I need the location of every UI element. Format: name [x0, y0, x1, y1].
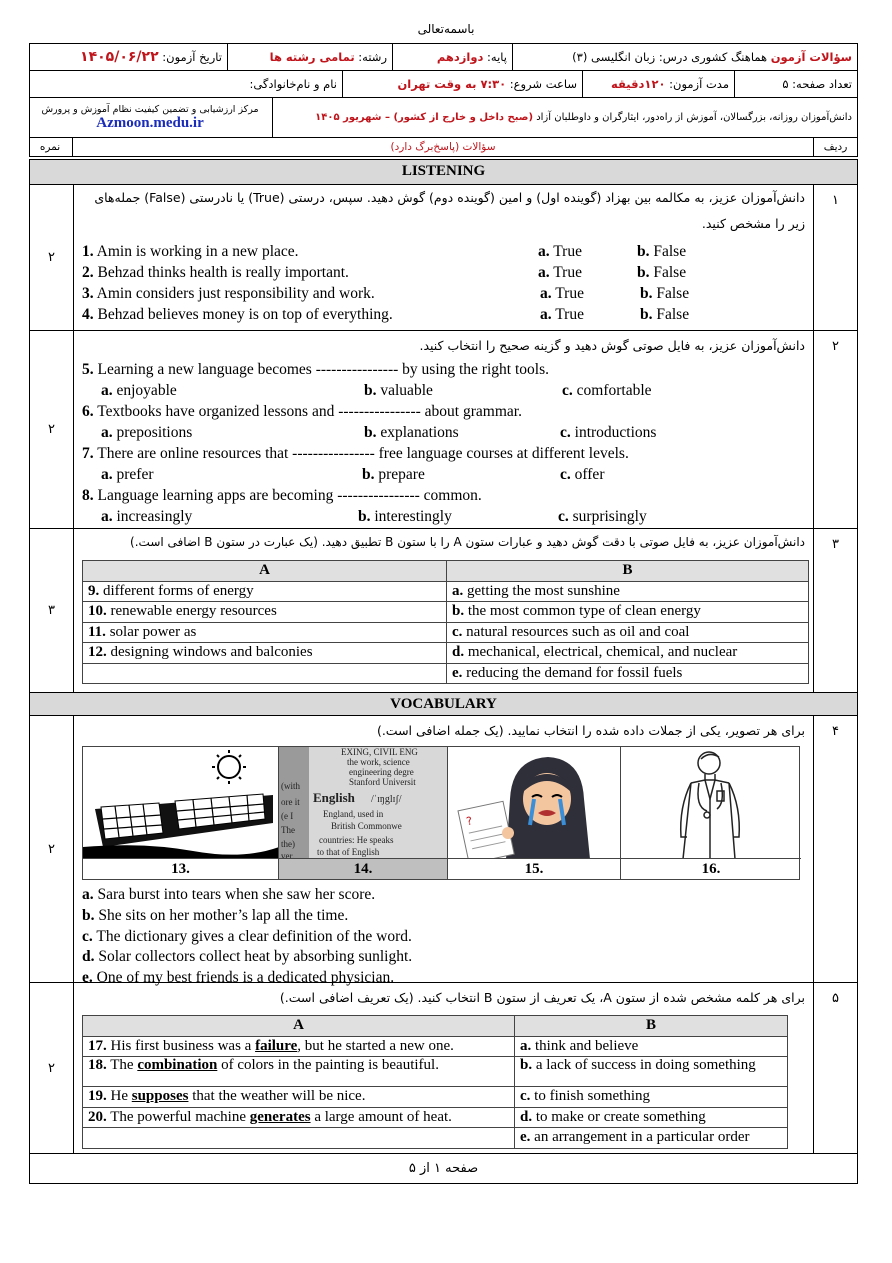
question-3 [30, 529, 857, 693]
exam-title: سؤالات آزمون [770, 50, 852, 64]
header-row-2 [30, 71, 857, 98]
table-row [83, 1107, 788, 1128]
column-a-header: A [83, 561, 447, 582]
dictionary-left-word: (with [281, 781, 300, 791]
question-number: ۴ [813, 716, 857, 982]
table-row [83, 1087, 788, 1108]
column-b-cell: e. an arrangement in a particular order [515, 1128, 788, 1149]
option-b[interactable]: b. valuable [364, 382, 433, 399]
sentence-b[interactable]: b. She sits on her mother’s lap all the time. [82, 907, 349, 924]
column-a-cell: 18. The combination of colors in the painting is beautiful. [83, 1057, 515, 1087]
option-true[interactable]: a. True [540, 285, 584, 302]
duration-value: ۱۲۰دقیقه [611, 77, 666, 91]
column-b-cell: e. reducing the demand for fossil fuels [447, 663, 809, 684]
column-a-cell: 12. designing windows and balconies [83, 643, 447, 664]
date-value: ۱۴۰۵/۰۶/۲۲ [80, 49, 159, 65]
center-cell [28, 98, 272, 137]
column-a-cell [83, 663, 447, 684]
col-row-label: ردیف [813, 138, 857, 156]
dictionary-word: /ˈɪŋglɪʃ/ [371, 794, 402, 805]
statement-4: 4. Behzad believes money is on top of everything. [82, 306, 393, 323]
question-score: ۳ [30, 529, 74, 692]
doctor-drawing [621, 747, 801, 859]
picture-grid [82, 746, 800, 880]
column-a-header: A [83, 1016, 515, 1037]
website-link[interactable]: Azmoon.medu.ir [96, 114, 204, 131]
question-score: ۲ [30, 185, 74, 330]
option-a[interactable]: a. enjoyable [101, 382, 177, 399]
dictionary-word: to that of English [317, 847, 380, 857]
duration-cell [582, 71, 734, 97]
column-a-cell: 9. different forms of energy [83, 581, 447, 602]
question-8: 8. Language learning apps are becoming ---------------- common. [82, 487, 482, 504]
table-row [83, 1128, 788, 1149]
table-row [83, 663, 809, 684]
statement-1: 1. Amin is working in a new place. [82, 243, 299, 260]
duration-label: مدت آزمون: [669, 77, 729, 91]
sentence-c[interactable]: c. The dictionary gives a clear definition of the word. [82, 928, 412, 945]
dictionary-word: countries: He speaks [319, 835, 394, 845]
column-a-cell: 10. renewable energy resources [83, 602, 447, 623]
instruction: برای هر تصویر، یکی از جملات داده شده را انتخاب نمایید. (یک جمله اضافی است.) [376, 723, 805, 738]
grade-cell [392, 44, 512, 70]
dictionary-word: English [313, 790, 355, 805]
question-1 [30, 185, 857, 331]
instruction: برای هر کلمه مشخص شده از ستون A، یک تعریف از ستون B انتخاب کنید. (یک تعریف اضافی است.) [279, 990, 805, 1005]
svg-text:?: ? [465, 814, 474, 829]
grade-label: پایه: [487, 50, 507, 64]
bismillah: باسمه‌تعالی [417, 22, 475, 36]
option-a[interactable]: a. prefer [101, 466, 154, 483]
option-c[interactable]: c. surprisingly [558, 508, 647, 525]
option-b[interactable]: b. prepare [362, 466, 425, 483]
header-row-3 [30, 98, 857, 138]
column-b-header: B [447, 561, 809, 582]
exam-header [29, 43, 858, 157]
dictionary-left-word: the) [281, 839, 295, 849]
table-row [83, 622, 809, 643]
field-cell [227, 44, 392, 70]
dictionary-drawing [279, 747, 448, 859]
highlighted-word: combination [137, 1057, 218, 1073]
table-row [83, 1057, 788, 1087]
audience-cell [272, 98, 857, 137]
crying-girl-drawing [448, 747, 621, 859]
picture-label: 14. [279, 858, 448, 880]
column-b-cell: d. mechanical, electrical, chemical, and nuclear [447, 643, 809, 664]
question-number: ۲ [813, 331, 857, 528]
option-a[interactable]: a. increasingly [101, 508, 193, 525]
picture-label: 16. [621, 858, 801, 880]
start-value: ۷:۳۰ به وقت تهران [397, 77, 507, 91]
table-row [83, 1036, 788, 1057]
instruction: دانش‌آموزان عزیز، به فایل صوتی گوش دهید و گزینه صحیح را انتخاب کنید. [419, 338, 805, 353]
highlighted-word: failure [255, 1037, 298, 1054]
audience-text: دانش‌آموزان روزانه، بزرگسالان، آموزش از راه‌دور، ایثارگران و داوطلبان آزاد [536, 112, 852, 123]
column-b-cell: c. to finish something [515, 1087, 788, 1108]
column-a-cell: 17. His first business was a failure, but he started a new one. [83, 1036, 515, 1057]
exam-title-cell [512, 44, 857, 70]
definition-table [82, 1015, 788, 1149]
header-row-4 [30, 138, 857, 156]
question-7: 7. There are online resources that ---------------- free language courses at different levels. [82, 445, 629, 462]
question-number: ۵ [813, 983, 857, 1154]
student-name-cell: نام و نام‌خانوادگی: [249, 77, 337, 91]
date-cell [28, 44, 227, 70]
column-b-cell: b. a lack of success in doing something [515, 1057, 788, 1087]
option-c[interactable]: c. offer [560, 466, 605, 483]
pages-cell: تعداد صفحه: ۵ [734, 71, 857, 97]
question-5 [30, 983, 857, 1154]
column-b-cell: d. to make or create something [515, 1107, 788, 1128]
option-b[interactable]: b. interestingly [358, 508, 452, 525]
dictionary-word: British Commonwe [331, 821, 402, 831]
table-row [83, 643, 809, 664]
statement-2: 2. Behzad thinks health is really important. [82, 264, 349, 281]
dictionary-word: England, used in [323, 809, 384, 819]
option-true[interactable]: a. True [540, 306, 584, 323]
option-false[interactable]: b. False [640, 306, 690, 323]
instruction: دانش‌آموزان عزیز، به فایل صوتی با دقت گوش دهید و عبارات ستون A را با ستون B تطبیق دهید. (یک عبارت در ستون B اضافی است.) [130, 535, 805, 549]
instruction: دانش‌آموزان عزیز، به مکالمه بین بهزاد (گوینده اول) و امین (گوینده دوم) گوش دهید. سپس، درستی (True) یا نادرستی (False) جمله‌های [94, 190, 805, 205]
dictionary-left-word: (e I [281, 811, 294, 821]
picture-label: 13. [83, 858, 279, 880]
dictionary-left-word: The [281, 825, 295, 835]
sentence-d[interactable]: d. Solar collectors collect heat by absorbing sunlight. [82, 948, 413, 965]
column-b-cell: a. think and believe [515, 1036, 788, 1057]
dictionary-word: engineering degre [349, 767, 414, 777]
column-b-cell: c. natural resources such as oil and coal [447, 622, 809, 643]
question-number: ۳ [813, 529, 857, 692]
question-6: 6. Textbooks have organized lessons and ---------------- about grammar. [82, 403, 522, 420]
option-false[interactable]: b. False [637, 243, 687, 260]
question-number: ۱ [813, 185, 857, 330]
option-false[interactable]: b. False [637, 264, 687, 281]
option-a[interactable]: a. prepositions [101, 424, 193, 441]
column-b-cell: b. the most common type of clean energy [447, 602, 809, 623]
dictionary-left-word: ver. [281, 851, 295, 859]
dictionary-left-word: ore it [281, 797, 300, 807]
dictionary-word: Stanford Universit [349, 777, 416, 787]
column-a-cell: 20. The powerful machine generates a large amount of heat. [83, 1107, 515, 1128]
sentence-a[interactable]: a. Sara burst into tears when she saw her score. [82, 886, 376, 903]
column-a-cell: 19. He supposes that the weather will be nice. [83, 1087, 515, 1108]
column-b-cell: a. getting the most sunshine [447, 581, 809, 602]
question-5: 5. Learning a new language becomes ---------------- by using the right tools. [82, 361, 549, 378]
page-footer: صفحه ۱ از ۵ [29, 1153, 858, 1184]
option-c[interactable]: c. introductions [560, 424, 657, 441]
dictionary-word: EXING, CIVIL ENG [341, 747, 418, 757]
sentence-e[interactable]: e. One of my best friends is a dedicated physician. [82, 969, 395, 986]
option-c[interactable]: c. comfortable [562, 382, 652, 399]
dictionary-word: the work, science [347, 757, 410, 767]
listening-heading: LISTENING [30, 160, 857, 185]
date-label: تاریخ آزمون: [162, 50, 222, 64]
header-row-1 [30, 44, 857, 71]
option-false[interactable]: b. False [640, 285, 690, 302]
column-b-header: B [515, 1016, 788, 1037]
column-a-cell [83, 1128, 515, 1149]
table-row [83, 581, 809, 602]
picture-label: 15. [448, 858, 621, 880]
instruction-continued: زیر را مشخص کنید. [701, 216, 805, 231]
session-text: (صبح داخل و خارج از کشور) – شهریور ۱۴۰۵ [315, 112, 534, 123]
start-cell [342, 71, 582, 97]
highlighted-word: supposes [131, 1088, 189, 1105]
solar-panels-drawing [83, 747, 279, 859]
grade-value: دوازدهم [436, 50, 484, 64]
field-label: رشته: [358, 50, 387, 64]
question-2 [30, 331, 857, 529]
questions-table [29, 159, 858, 1184]
question-score: ۲ [30, 983, 74, 1154]
field-value: تمامی رشته ها [269, 50, 355, 64]
statement-3: 3. Amin considers just responsibility and work. [82, 285, 375, 302]
col-questions-label: سؤالات (پاسخ‌برگ دارد) [72, 138, 813, 156]
question-score: ۲ [30, 331, 74, 528]
question-4 [30, 716, 857, 986]
matching-table [82, 560, 809, 684]
vocabulary-heading: VOCABULARY [30, 693, 857, 716]
col-score-label: نمره [39, 141, 61, 153]
option-true[interactable]: a. True [538, 264, 582, 281]
start-label: ساعت شروع: [509, 77, 577, 91]
highlighted-word: generates [249, 1108, 311, 1125]
column-a-cell: 11. solar power as [83, 622, 447, 643]
table-row [83, 602, 809, 623]
question-score: ۲ [30, 716, 74, 982]
option-b[interactable]: b. explanations [364, 424, 459, 441]
option-true[interactable]: a. True [538, 243, 582, 260]
course-name: هماهنگ کشوری درس: زبان انگلیسی (۳) [572, 50, 768, 64]
center-name: مرکز ارزشیابی و تضمین کیفیت نظام آموزش و پرورش [41, 103, 259, 115]
